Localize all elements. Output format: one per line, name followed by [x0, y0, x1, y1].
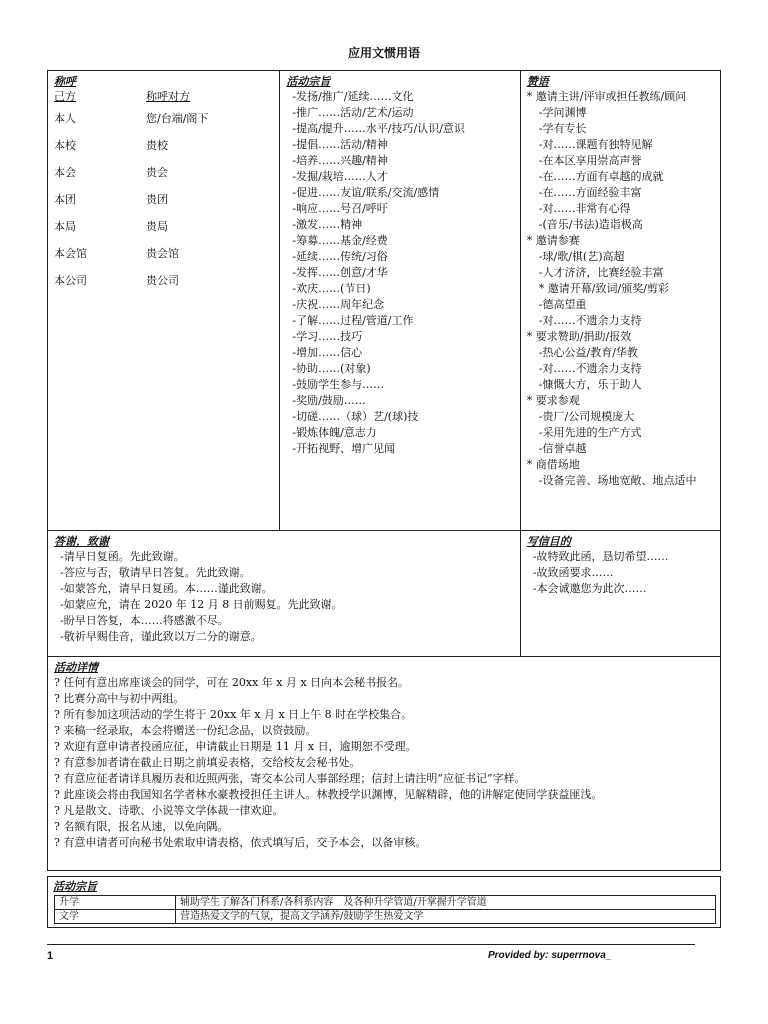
praise-item: -设备完善、场地宽敞、地点适中	[538, 474, 697, 487]
purpose-item: -锻炼体魄/意志力	[292, 426, 377, 439]
address-heading: 称呼	[54, 75, 76, 88]
address-row	[54, 240, 273, 267]
purpose-item: -庆祝……周年纪念	[292, 298, 385, 311]
praise-item: -德高望重	[538, 298, 587, 311]
purpose-item: -发扬/推广/延续……文化	[292, 90, 414, 103]
address-other: 贵会馆	[146, 247, 179, 260]
praise-item: -信誉卓越	[538, 442, 587, 455]
detail-item: ? 有意参加者请在截止日期之前填妥表格，交给校友会秘书处。	[54, 756, 361, 769]
address-other: 贵团	[146, 193, 168, 206]
detail-item: ? 所有参加这项活动的学生将于 20xx 年 x 月 x 日上午 8 时在学校集合。	[54, 708, 413, 721]
purpose-item: -发掘/栽培……人才	[292, 170, 388, 183]
writing-list	[527, 549, 714, 597]
praise-item: -在……方面有卓越的成就	[538, 170, 664, 183]
detail-item: ? 有意应征者请详具履历表和近照两张，寄交本公司人事部经理；信封上请注明“应征书记”字样。	[54, 772, 526, 785]
praise-item: -对……课题有独特见解	[538, 138, 653, 151]
praise-item: -对……不遗余力支持	[538, 362, 642, 375]
purpose-table	[54, 895, 716, 924]
page-title: 应用文惯用语	[347, 46, 420, 60]
purpose-cell	[280, 71, 520, 531]
praise-item: -在本区享用崇高声誉	[538, 154, 642, 167]
address-cell	[48, 71, 280, 531]
detail-item: ? 欢迎有意申请者投函应征，申请截止日期是 11 月 x 日，逾期恕不受理。	[54, 740, 417, 753]
detail-item: ? 名额有限，报名从速，以免向隅。	[54, 820, 229, 833]
purpose-table-row	[55, 910, 716, 924]
purpose-item: -鼓励学生参与……	[292, 378, 385, 391]
footer-divider	[47, 944, 695, 945]
purpose-table-category: 文学	[55, 910, 176, 924]
address-rows	[54, 105, 273, 294]
address-other: 贵局	[146, 220, 168, 233]
thanks-item: -敬祈早赐佳音，谨此致以万二分的谢意。	[60, 630, 262, 643]
praise-heading: 赞语	[526, 75, 549, 88]
praise-item: -在……方面经验丰富	[538, 186, 642, 199]
address-self: 本会馆	[54, 247, 87, 260]
address-row	[54, 186, 273, 213]
writing-heading: 写信目的	[526, 535, 571, 548]
purpose-item: -欢庆……(节日)	[292, 282, 371, 295]
purpose-item: -延续……传统/习俗	[292, 250, 388, 263]
address-other: 贵公司	[146, 274, 179, 287]
purpose-item: -发挥……创意/才华	[292, 266, 388, 279]
praise-item: -对……非常有心得	[538, 202, 631, 215]
purpose-item: -开拓视野、增广见闻	[292, 442, 396, 455]
praise-item: -慷慨大方，乐于助人	[538, 378, 642, 391]
praise-item: -学问渊博	[538, 106, 587, 119]
address-self: 本校	[54, 139, 76, 152]
purpose-table-row	[55, 896, 716, 910]
purpose-table-category: 升学	[55, 896, 176, 910]
details-heading: 活动详情	[54, 661, 98, 674]
purpose-table-heading: 活动宗旨	[53, 880, 97, 893]
address-header	[54, 89, 273, 105]
purpose-item: -切磋……（球）艺/(球)技	[292, 410, 419, 423]
thanks-item: -答应与否，敬请早日答复。先此致谢。	[60, 566, 251, 579]
thanks-item: -盼早日答复，本……将感激不尽。	[60, 614, 229, 627]
thanks-heading: 答谢，致谢	[54, 535, 109, 548]
purpose-item: -协助……(对象)	[292, 362, 371, 375]
detail-item: ? 凡是散文、诗歌、小说等文学体裁一律欢迎。	[54, 804, 284, 817]
purpose-item: -提高/提升……水平/技巧/认识/意识	[292, 122, 465, 135]
address-other: 贵校	[146, 139, 168, 152]
detail-item: ? 比赛分高中与初中两组。	[54, 692, 185, 705]
purpose-item: -培养……兴趣/精神	[292, 154, 388, 167]
praise-item: * 要求参观	[526, 394, 580, 407]
detail-item: ? 任何有意出席座谈会的同学，可在 20xx 年 x 月 x 日向本会秘书报名。	[54, 676, 410, 689]
writing-cell	[520, 531, 720, 657]
purpose-table-description: 辅助学生了解各门科系/各科系内容 及各种升学管道/开掌握升学管道	[176, 896, 716, 910]
address-other: 您/台端/阁下	[146, 112, 209, 125]
address-row	[54, 132, 273, 159]
detail-item: ? 有意申请者可向秘书处索取申请表格，依式填写后，交予本会，以备审核。	[54, 836, 427, 849]
praise-item: * 邀请开幕/致词/颁奖/剪彩	[538, 282, 669, 295]
praise-item: * 邀请参赛	[526, 234, 580, 247]
praise-item: -学有专长	[538, 122, 587, 135]
address-row	[54, 213, 273, 240]
thanks-list	[54, 549, 514, 645]
praise-item: * 商借场地	[526, 458, 580, 471]
purpose-table-description: 营造热爱文学的气氛，提高文学涵养/鼓励学生热爱文学	[176, 910, 716, 924]
thanks-item: -如蒙答允，请早日复函。本……谨此致谢。	[60, 582, 273, 595]
praise-item: -球/歌/棋(艺)高超	[538, 250, 625, 263]
address-self: 本团	[54, 193, 76, 206]
address-self: 本公司	[54, 274, 87, 287]
praise-item: -对……不遗余力支持	[538, 314, 642, 327]
address-self: 本人	[54, 112, 76, 125]
purpose-item: -提倡……活动/精神	[292, 138, 388, 151]
address-self: 本局	[54, 220, 76, 233]
detail-item: ? 此座谈会将由我国知名学者林水豪教授担任主讲人。林教授学识渊博，见解精辟，他的讲解定使同学获益匪浅。	[54, 788, 603, 801]
purpose-item: -增加……信心	[292, 346, 363, 359]
details-list	[54, 675, 714, 851]
praise-item: -贵厂/公司规模庞大	[538, 410, 635, 423]
phrase-table	[47, 70, 721, 871]
detail-item: ? 来稿一经录取，本会将赠送一份纪念品，以资鼓励。	[54, 724, 317, 737]
writing-item: -故致函要求……	[532, 566, 614, 579]
praise-item: * 要求赞助/捐助/报效	[526, 330, 632, 343]
writing-item: -本会诚邀您为此次……	[532, 582, 647, 595]
purpose-item: -奖励/鼓励……	[292, 394, 366, 407]
praise-item: -人才济济，比赛经验丰富	[538, 266, 664, 279]
details-cell	[48, 657, 721, 871]
purpose-item: -推广……活动/艺术/运动	[292, 106, 414, 119]
address-self: 本会	[54, 166, 76, 179]
writing-item: -故特致此函，恳切希望……	[532, 550, 669, 563]
address-row	[54, 159, 273, 186]
purpose-item: -学习……技巧	[292, 330, 363, 343]
purpose-item: -筹募……基金/经费	[292, 234, 388, 247]
purpose-item: -促进……友谊/联系/交流/感情	[292, 186, 440, 199]
praise-item: -热心公益/教育/华教	[538, 346, 638, 359]
address-col-self: 己方	[54, 90, 76, 103]
purpose-item: -响应……号召/呼吁	[292, 202, 388, 215]
address-col-other: 称呼对方	[146, 90, 190, 103]
thanks-item: -请早日复函。先此致谢。	[60, 550, 185, 563]
praise-cell	[520, 71, 720, 531]
address-other: 贵会	[146, 166, 168, 179]
purpose-item: -了解……过程/管道/工作	[292, 314, 414, 327]
praise-list	[527, 89, 714, 489]
purpose-item: -激发……精神	[292, 218, 363, 231]
thanks-cell	[48, 531, 521, 657]
provided-by: Provided by: superrnova_	[488, 950, 612, 961]
purpose-list	[286, 89, 513, 457]
address-row	[54, 267, 273, 294]
purpose-heading: 活动宗旨	[286, 75, 331, 88]
praise-item: * 邀请主讲/评审或担任教练/顾问	[526, 90, 687, 103]
praise-item: -(音乐/书法)造诣极高	[538, 218, 643, 231]
praise-item: -采用先进的生产方式	[538, 426, 642, 439]
page-number: 1	[47, 950, 54, 962]
thanks-item: -如蒙应允，请在 2020 年 12 月 8 日前赐复。先此致谢。	[60, 598, 343, 611]
address-row	[54, 105, 273, 132]
